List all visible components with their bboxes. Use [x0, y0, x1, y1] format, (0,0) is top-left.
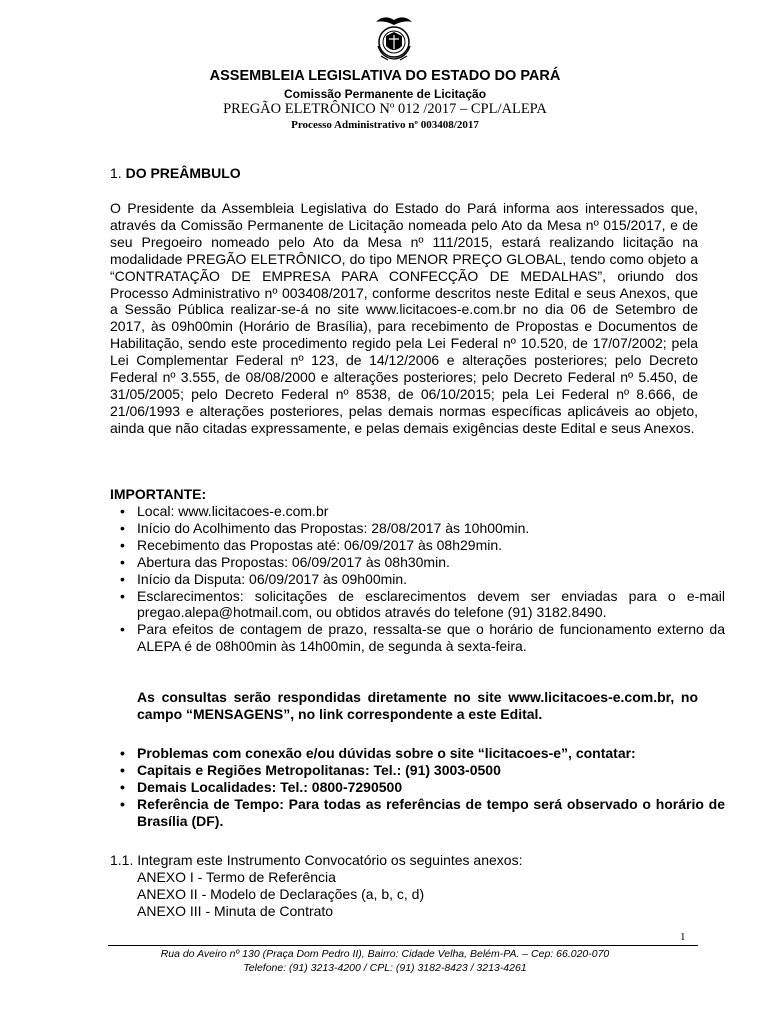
- consultas-notice: As consultas serão respondidas diretamente no site www.licitacoes-e.com.br, no campo “MENSAGENS”, no link correspondente a este Edital.: [137, 689, 698, 722]
- annex-list: [137, 869, 424, 920]
- processo-number: Processo Administrativo nº 003408/2017: [291, 119, 479, 131]
- section-heading: [110, 165, 698, 182]
- list-item-esclarecimentos: • Esclarecimentos: solicitações de esclarecimentos devem ser enviadas para o e-mail pregao.alepa@hotmail.com, ou obtidos através do telefone (91) 3182.8490.: [137, 588, 725, 622]
- annex-item: ANEXO II - Modelo de Declarações (a, b, c, d): [137, 885, 425, 902]
- list-item-disputa: • Início da Disputa: 06/09/2017 às 09h00min.: [137, 571, 725, 588]
- preamble-paragraph: O Presidente da Assembleia Legislativa do Estado do Pará informa aos interessados que, através da Comissão Permanente de Licitação nomeada pelo Ato da Mesa nº 015/2017, e de seu Pregoeiro nomeado pelo Ato da Mesa nº 111/2015, estará realizando licitação na modalidade PREGÃO ELETRÔNICO, do tipo MENOR PREÇO GLOBAL, tendo como objeto a “CONTRATAÇÃO DE EMPRESA PARA CONFECÇÃO DE MEDALHAS”, oriundo dos Processo Administrativo nº 003408/2017, conforme descritos neste Edital e seus Anexos, que a Sessão Pública realizar-se-á no site www.licitacoes-e.com.br no dia 06 de Setembro de 2017, às 09h00min (Horário de Brasília), para recebimento de Propostas e Documentos de Habilitação, sendo este procedimento regido pela Lei Federal nº 10.520, de 17/07/2002; pela Lei Complementar Federal nº 123, de 14/12/2006 e alterações posteriores; pelo Decreto Federal nº 3.555, de 08/08/2000 e alterações posteriores; pelo Decreto Federal nº 5.450, de 31/05/2005; pelo Decreto Federal nº 8538, de 06/10/2015; pela Lei Federal nº 8.666, de 21/06/1993 e alterações posteriores, pelas demais normas específicas aplicáveis ao objeto, ainda que não citadas expressamente, e pelas demais exigências deste Edital e seus Anexos.: [110, 200, 698, 436]
- annex-item: ANEXO I - Termo de Referência: [137, 869, 336, 885]
- list-item-prazo: • Para efeitos de contagem de prazo, ressalta-se que o horário de funcionamento externo da ALEPA é de 08h00min às 14h00min, de segunda à sexta-feira.: [137, 621, 725, 655]
- footer-phones: Telefone: (91) 3213-4200 / CPL: (91) 3182-8423 / 3213-4261: [243, 962, 527, 974]
- footer-address: Rua do Aveiro nº 130 (Praça Dom Pedro II), Bairro: Cidade Velha, Belém-PA. – Cep: 66.020-070: [160, 948, 610, 960]
- institution-name: ASSEMBLEIA LEGISLATIVA DO ESTADO DO PARÁ: [209, 68, 561, 84]
- list-item-capitais: • Capitais e Regiões Metropolitanas: Tel.: (91) 3003-0500: [137, 762, 725, 779]
- important-list: [110, 503, 725, 655]
- commission-name: Comissão Permanente de Licitação: [283, 87, 487, 101]
- page-number: 1: [680, 931, 686, 943]
- section-number: 1.: [110, 165, 122, 181]
- list-item-problemas: • Problemas com conexão e/ou dúvidas sobre o site “licitacoes-e”, contatar:: [137, 745, 725, 762]
- list-item-abertura: • Abertura das Propostas: 06/09/2017 às 08h30min.: [137, 554, 725, 571]
- list-item-recebimento: • Recebimento das Propostas até: 06/09/2017 às 08h29min.: [137, 537, 725, 554]
- contact-list: [110, 745, 725, 830]
- list-item-referencia-tempo: • Referência de Tempo: Para todas as referências de tempo será observado o horário de Brasília (DF).: [137, 796, 725, 830]
- important-heading: IMPORTANTE:: [110, 486, 207, 502]
- list-item-demais: • Demais Localidades: Tel.: 0800-7290500: [137, 779, 725, 796]
- list-item-acolhimento: • Início do Acolhimento das Propostas: 28/08/2017 às 10h00min.: [137, 520, 725, 537]
- pregao-title: PREGÃO ELETRÔNICO Nº 012 /2017 – CPL/ALEPA: [223, 101, 547, 117]
- footer-divider: [108, 945, 698, 946]
- state-coat-of-arms-icon: [372, 12, 416, 64]
- annex-intro: 1.1. Integram este Instrumento Convocatório os seguintes anexos:: [110, 852, 523, 868]
- annex-item: ANEXO III - Minuta de Contrato: [137, 902, 334, 919]
- section-title: DO PREÂMBULO: [125, 165, 241, 181]
- list-item-local: • Local: www.licitacoes-e.com.br: [137, 503, 725, 520]
